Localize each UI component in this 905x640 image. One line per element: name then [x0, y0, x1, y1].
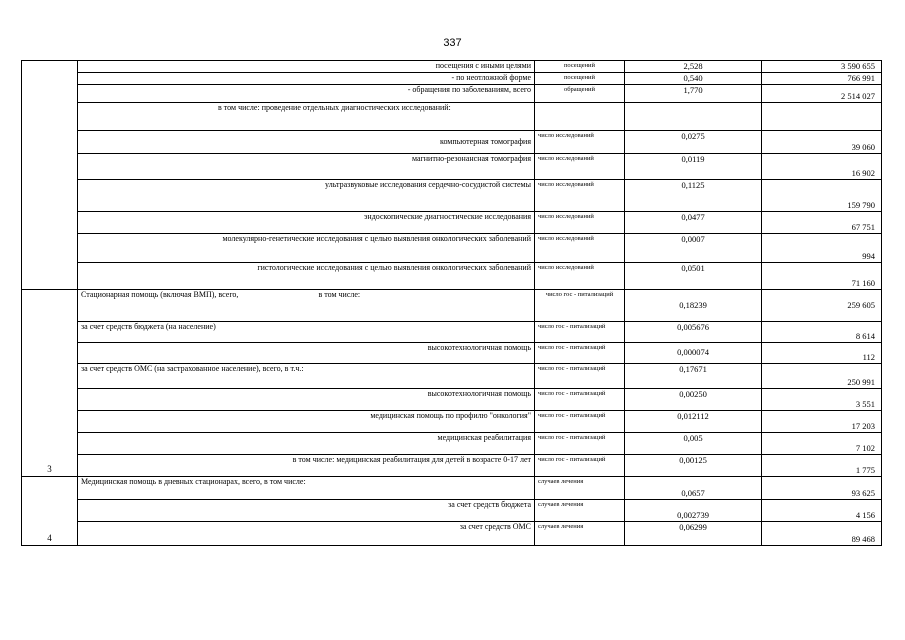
- table-row: [22, 454, 882, 476]
- row-norm: 0,005676: [625, 321, 762, 342]
- row-total: 93 625: [762, 476, 882, 499]
- table-row: [22, 363, 882, 388]
- row-total: 7 102: [762, 432, 882, 454]
- row-norm: 0,0657: [625, 476, 762, 499]
- row-name: медицинская помощь по профилю "онкология": [78, 410, 535, 432]
- page-number: 337: [443, 37, 462, 49]
- row-name: молекулярно-генетические исследования с целью выявления онкологических заболеваний: [78, 233, 535, 262]
- row-name: в том числе: проведение отдельных диагностических исследований:: [78, 102, 535, 130]
- row-unit: посещений: [535, 72, 625, 84]
- row-name: [78, 289, 535, 321]
- row-total: 4 156: [762, 499, 882, 521]
- row-name: гистологические исследования с целью выявления онкологических заболеваний: [78, 262, 535, 289]
- table-row: [22, 410, 882, 432]
- row-name: магнитно-резонансная томография: [78, 153, 535, 179]
- row-unit: число гос - питализаций: [535, 410, 625, 432]
- row-norm: 0,0007: [625, 233, 762, 262]
- row-name: за счет средств бюджета (на население): [78, 321, 535, 342]
- row-name: за счет средств ОМС (на застрахованное население), всего, в т.ч.:: [78, 363, 535, 388]
- row-norm: 0,0501: [625, 262, 762, 289]
- table-row: [22, 476, 882, 499]
- table-row: [22, 342, 882, 363]
- table-row: [22, 179, 882, 211]
- table-row: [22, 432, 882, 454]
- row-name: в том числе: медицинская реабилитация для детей в возрасте 0-17 лет: [78, 454, 535, 476]
- row-norm: 0,18239: [625, 289, 762, 321]
- table-row: [22, 233, 882, 262]
- row-unit: [535, 102, 625, 130]
- row-norm: 0,0119: [625, 153, 762, 179]
- row-unit: случаев лечения: [535, 499, 625, 521]
- row-unit: число гос - питализаций: [535, 289, 625, 321]
- row-unit: число исследований: [535, 153, 625, 179]
- row-total: 71 160: [762, 262, 882, 289]
- table-row: [22, 321, 882, 342]
- row-norm: 0,17671: [625, 363, 762, 388]
- row-total: 8 614: [762, 321, 882, 342]
- row-name: компьютерная томография: [78, 130, 535, 153]
- row-name: - по неотложной форме: [78, 72, 535, 84]
- table-row: [22, 262, 882, 289]
- row-unit: число гос - питализаций: [535, 454, 625, 476]
- row-unit: число гос - питализаций: [535, 342, 625, 363]
- row-name: - обращения по заболеваниям, всего: [78, 84, 535, 102]
- row-unit: число исследований: [535, 211, 625, 233]
- row-total: 2 514 027: [762, 84, 882, 102]
- table-row: [22, 289, 882, 321]
- row-norm: 2,528: [625, 61, 762, 73]
- table-row: [22, 521, 882, 545]
- row-name: медицинская реабилитация: [78, 432, 535, 454]
- table-row: [22, 130, 882, 153]
- row-name: эндоскопические диагностические исследования: [78, 211, 535, 233]
- row-norm: 0,06299: [625, 521, 762, 545]
- row-norm: 1,770: [625, 84, 762, 102]
- table-row: [22, 153, 882, 179]
- row-unit: число гос - питализаций: [535, 363, 625, 388]
- row-unit: число гос - питализаций: [535, 432, 625, 454]
- row-unit: посещений: [535, 61, 625, 73]
- row-total: 3 551: [762, 388, 882, 410]
- row-unit: число гос - питализаций: [535, 388, 625, 410]
- table-row: [22, 388, 882, 410]
- row-total: 259 605: [762, 289, 882, 321]
- row-name: посещения с иными целями: [78, 61, 535, 73]
- table-row: [22, 499, 882, 521]
- row-name: за счет средств бюджета: [78, 499, 535, 521]
- norms-table: [21, 60, 881, 547]
- row-norm: 0,000074: [625, 342, 762, 363]
- row-name-tail: в том числе:: [318, 289, 361, 299]
- row-unit: случаев лечения: [535, 476, 625, 499]
- row-norm: 0,012112: [625, 410, 762, 432]
- row-norm: 0,540: [625, 72, 762, 84]
- row-total: [762, 102, 882, 130]
- table-row: [22, 211, 882, 233]
- row-unit: число исследований: [535, 262, 625, 289]
- row-total: 16 902: [762, 153, 882, 179]
- row-name: высокотехнологичная помощь: [78, 342, 535, 363]
- row-unit: число исследований: [535, 130, 625, 153]
- row-total: 1 775: [762, 454, 882, 476]
- row-name: ультразвуковые исследования сердечно-сосудистой системы: [78, 179, 535, 211]
- row-total: 17 203: [762, 410, 882, 432]
- row-norm: 0,005: [625, 432, 762, 454]
- row-total: 39 060: [762, 130, 882, 153]
- row-total: 994: [762, 233, 882, 262]
- row-total: 112: [762, 342, 882, 363]
- row-total: 3 590 655: [762, 61, 882, 73]
- table-row: [22, 102, 882, 130]
- section-number-cell: [22, 61, 78, 290]
- row-unit: число исследований: [535, 179, 625, 211]
- row-norm: 0,0275: [625, 130, 762, 153]
- table-row: [22, 84, 882, 102]
- row-name: за счет средств ОМС: [78, 521, 535, 545]
- row-norm: 0,0477: [625, 211, 762, 233]
- section-number: 3: [22, 289, 78, 476]
- row-unit: случаев лечения: [535, 521, 625, 545]
- row-name: высокотехнологичная помощь: [78, 388, 535, 410]
- row-norm: [625, 102, 762, 130]
- row-norm: 0,00125: [625, 454, 762, 476]
- row-unit: число исследований: [535, 233, 625, 262]
- row-unit: число гос - питализаций: [535, 321, 625, 342]
- table-row: [22, 72, 882, 84]
- table-row: [22, 61, 882, 73]
- row-norm: 0,002739: [625, 499, 762, 521]
- row-name-main: Стационарная помощь (включая ВМП), всего,: [81, 289, 239, 299]
- section-number: 4: [22, 476, 78, 545]
- row-unit: обращений: [535, 84, 625, 102]
- row-norm: 0,1125: [625, 179, 762, 211]
- row-norm: 0,00250: [625, 388, 762, 410]
- row-name: Медицинская помощь в дневных стационарах, всего, в том числе:: [78, 476, 535, 499]
- row-total: 89 468: [762, 521, 882, 545]
- row-total: 766 991: [762, 72, 882, 84]
- row-total: 67 751: [762, 211, 882, 233]
- row-total: 250 991: [762, 363, 882, 388]
- row-total: 159 790: [762, 179, 882, 211]
